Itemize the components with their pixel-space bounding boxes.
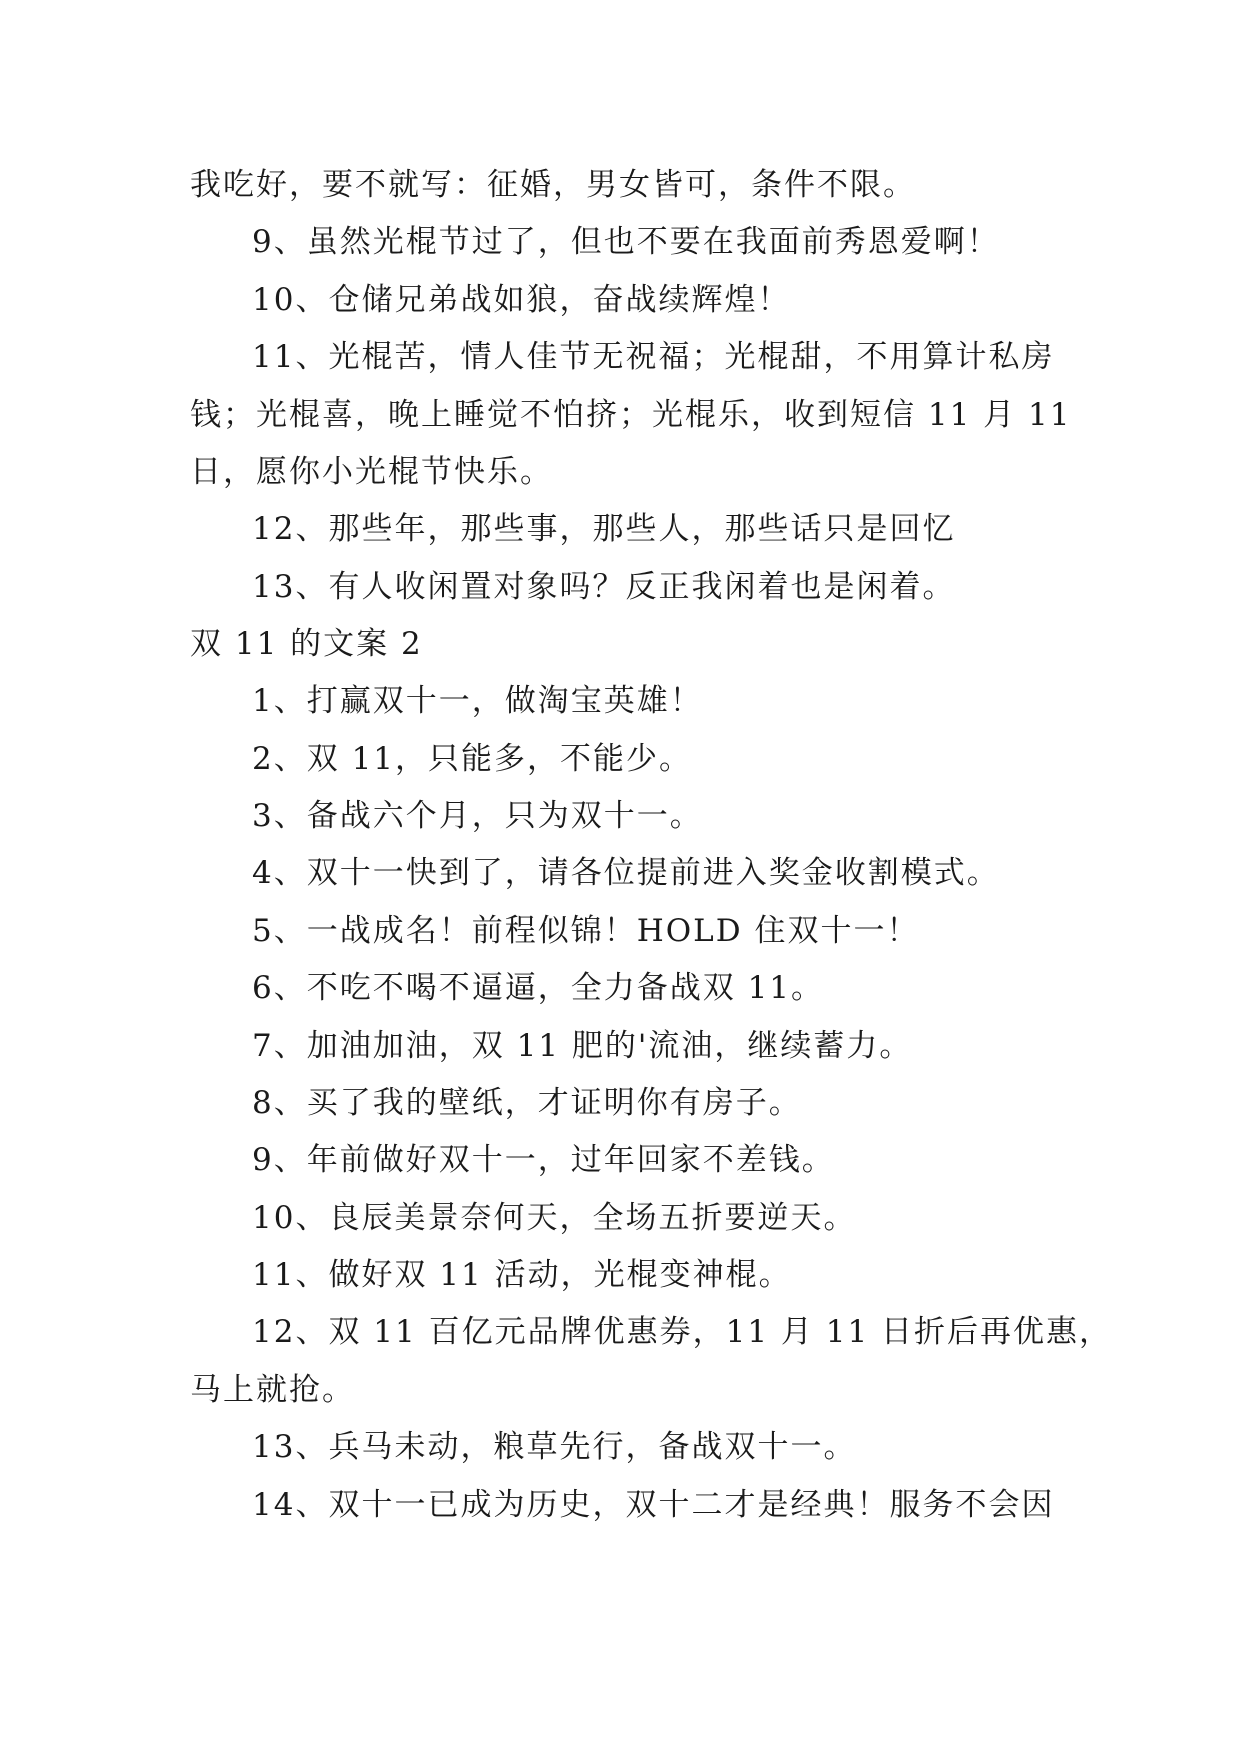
list-item: 4、双十一快到了，请各位提前进入奖金收割模式。	[252, 855, 1000, 891]
list-item: 10、仓储兄弟战如狼，奋战续辉煌！	[252, 282, 791, 318]
list-item: 10、良辰美景奈何天，全场五折要逆天。	[252, 1200, 857, 1236]
text-line: 钱；光棍喜，晚上睡觉不怕挤；光棍乐，收到短信 11 月 11	[190, 397, 1072, 433]
list-item: 12、双 11 百亿元品牌优惠券，11 月 11 日折后再优惠，	[252, 1314, 1113, 1350]
list-item: 1、打赢双十一，做淘宝英雄！	[252, 683, 703, 719]
text-line: 马上就抢。	[190, 1372, 355, 1408]
text-line: 日，愿你小光棍节快乐。	[190, 454, 553, 490]
list-item: 13、兵马未动，粮草先行，备战双十一。	[252, 1429, 857, 1465]
list-item: 2、双 11，只能多，不能少。	[252, 741, 693, 777]
list-item: 5、一战成名！前程似锦！HOLD 住双十一！	[252, 913, 920, 949]
list-item: 11、光棍苦，情人佳节无祝福；光棍甜，不用算计私房	[252, 339, 1055, 375]
list-item: 7、加油加油，双 11 肥的'流油，继续蓄力。	[252, 1028, 913, 1064]
text-line: 我吃好，要不就写：征婚，男女皆可，条件不限。	[190, 167, 916, 203]
list-item: 3、备战六个月，只为双十一。	[252, 798, 703, 834]
list-item: 11、做好双 11 活动，光棍变神棍。	[252, 1257, 792, 1293]
list-item: 13、有人收闲置对象吗？反正我闲着也是闲着。	[252, 569, 956, 605]
list-item: 12、那些年，那些事，那些人，那些话只是回忆	[252, 511, 956, 547]
list-item: 6、不吃不喝不逼逼，全力备战双 11。	[252, 970, 825, 1006]
list-item: 8、买了我的壁纸，才证明你有房子。	[252, 1085, 802, 1121]
list-item: 9、年前做好双十一，过年回家不差钱。	[252, 1142, 835, 1178]
list-item: 14、双十一已成为历史，双十二才是经典！服务不会因	[252, 1487, 1055, 1523]
list-item: 9、虽然光棍节过了，但也不要在我面前秀恩爱啊！	[252, 224, 1000, 260]
section-heading: 双 11 的文案 2	[190, 626, 423, 662]
